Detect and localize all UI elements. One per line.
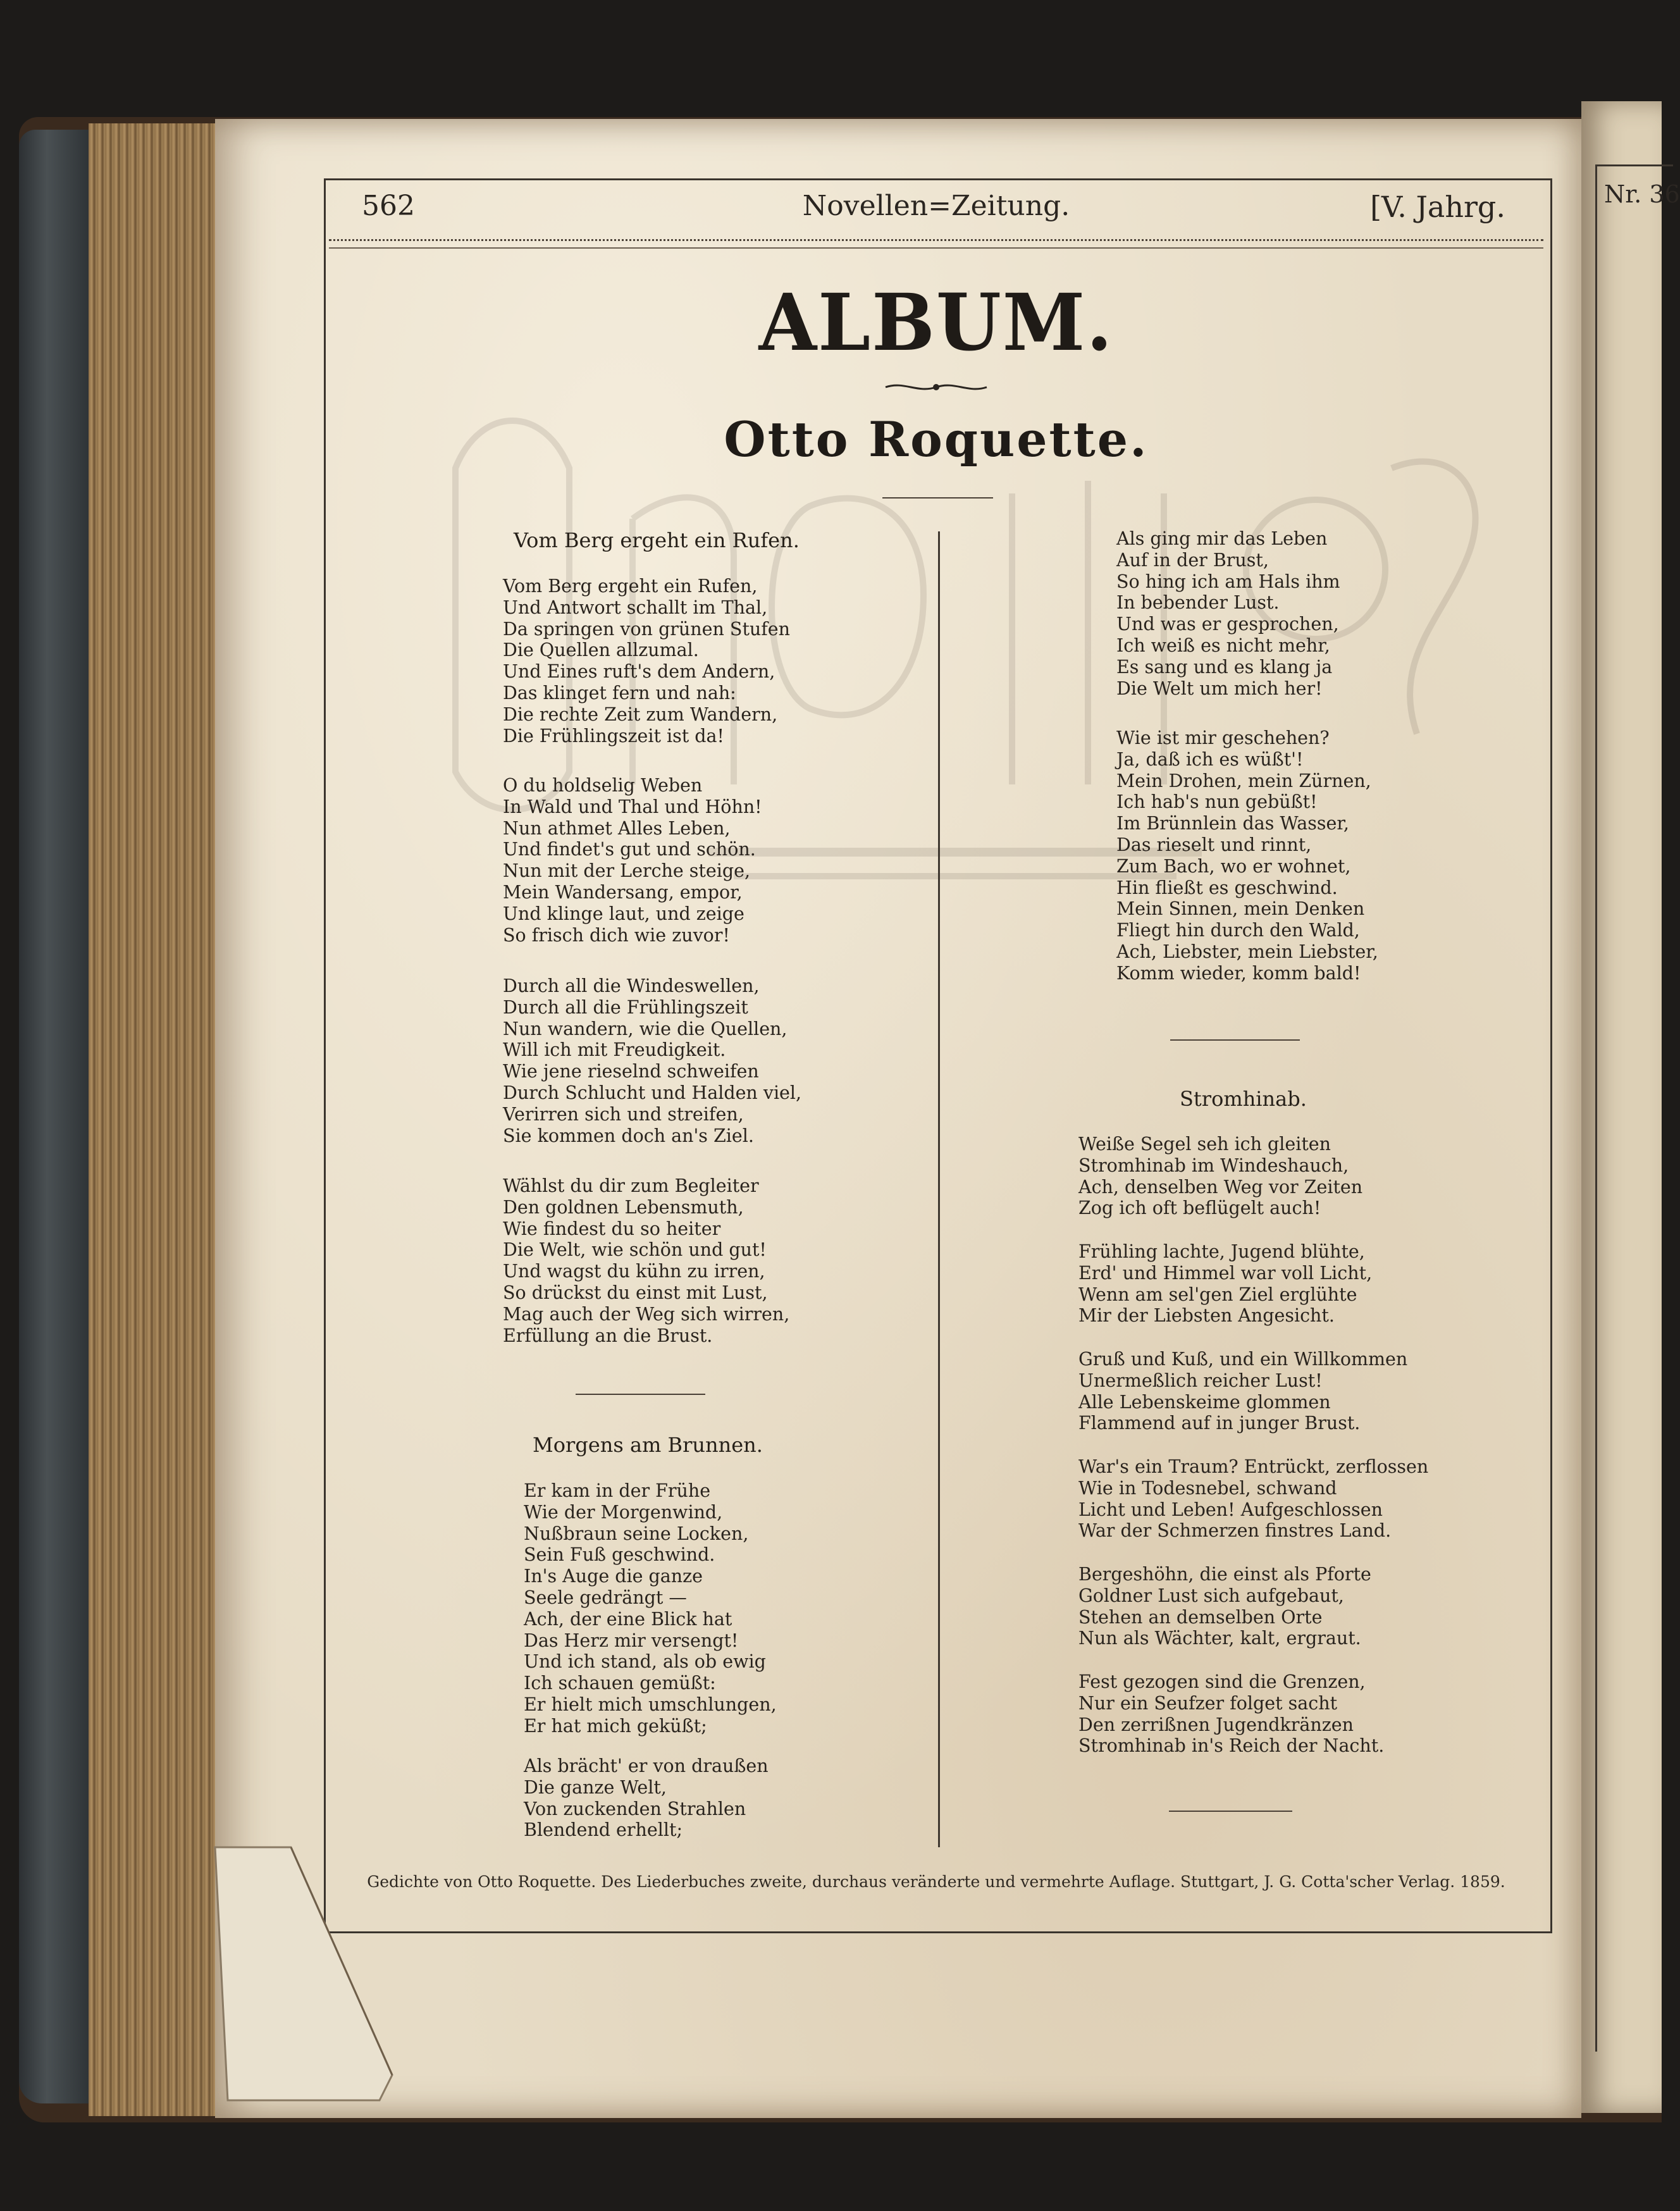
verse-line: Das Herz mir versengt! (524, 1630, 739, 1651)
running-header (329, 190, 1543, 234)
book-spine (19, 130, 89, 2103)
stanza (503, 576, 790, 746)
verse-line: Durch all die Windeswellen, (503, 975, 760, 996)
verse-line: Unermeßlich reicher Lust! (1078, 1370, 1323, 1391)
verse-line: Die Welt um mich her! (1116, 678, 1323, 699)
verse-line: Stromhinab im Windeshauch, (1078, 1155, 1349, 1176)
verse-line: Bergeshöhn, die einst als Pforte (1078, 1564, 1371, 1585)
poem-title-morgens: Morgens am Brunnen. (533, 1433, 763, 1457)
verse-line: Und Antwort schallt im Thal, (503, 597, 768, 618)
facing-page-frame (1595, 164, 1673, 2052)
column-divider (938, 531, 940, 1847)
stanza (1078, 1134, 1362, 1219)
verse-line: Ich hab's nun gebüßt! (1116, 791, 1318, 813)
verse-line: Sein Fuß geschwind. (524, 1544, 715, 1566)
verse-line: Die Welt, wie schön und gut! (503, 1239, 767, 1261)
verse-line: War's ein Traum? Entrückt, zerflossen (1078, 1456, 1429, 1477)
verse-line: In Wald und Thal und Höhn! (503, 796, 762, 817)
verse-line: Es sang und es klang ja (1116, 656, 1333, 678)
verse-line: Ach, denselben Weg vor Zeiten (1078, 1176, 1363, 1198)
verse-line: Als brächt' er von draußen (524, 1756, 769, 1776)
verse-line: Erfüllung an die Brust. (503, 1325, 713, 1346)
album-title: ALBUM. (758, 276, 1114, 369)
verse-line: Ich schauen gemüßt: (524, 1673, 716, 1694)
verse-line: Als ging mir das Leben (1116, 528, 1328, 549)
verse-line: Hin fließt es geschwind. (1116, 877, 1338, 898)
verse-line: Und klinge laut, und zeige (503, 903, 744, 924)
verse-line: Wie jene rieselnd schweifen (503, 1061, 759, 1082)
verse-line: Mag auch der Weg sich wirren, (503, 1303, 790, 1325)
verse-line: Stromhinab in's Reich der Nacht. (1078, 1735, 1385, 1757)
stanza (503, 775, 762, 946)
poem-separator (1170, 1039, 1300, 1041)
verse-line: Nun wandern, wie die Quellen, (503, 1018, 788, 1039)
verse-line: Flammend auf in junger Brust. (1078, 1413, 1361, 1434)
verse-line: War der Schmerzen finstres Land. (1078, 1520, 1392, 1542)
verse-line: So frisch dich wie zuvor! (503, 924, 730, 946)
verse-line: Und findet's gut und schön. (503, 839, 756, 860)
verse-line: Auf in der Brust, (1116, 549, 1269, 571)
verse-line: Stehen an demselben Orte (1078, 1606, 1323, 1628)
stanza (1116, 528, 1340, 699)
verse-line: Die Quellen allzumal. (503, 640, 699, 661)
verse-line: Alle Lebenskeime glommen (1078, 1391, 1331, 1413)
verse-line: Da springen von grünen Stufen (503, 618, 791, 640)
verse-line: Und ich stand, als ob ewig (524, 1651, 766, 1673)
stanza (524, 1480, 777, 1737)
verse-line: Das klinget fern und nah: (503, 682, 736, 703)
verse-line: Nun athmet Alles Leben, (503, 817, 731, 839)
verse-line: Und wagst du kühn zu irren, (503, 1261, 765, 1282)
verse-line: Wie ist mir geschehen? (1116, 728, 1330, 748)
page-edges (89, 123, 234, 2116)
verse-line: Gruß und Kuß, und ein Willkommen (1078, 1349, 1408, 1370)
poem-title-stromhinab: Stromhinab. (1180, 1087, 1307, 1111)
verse-line: Ach, der eine Blick hat (524, 1608, 732, 1630)
verse-line: Fliegt hin durch den Wald, (1116, 920, 1360, 941)
verse-line: Zog ich oft beflügelt auch! (1078, 1198, 1321, 1219)
verse-line: In bebender Lust. (1116, 592, 1280, 614)
verse-line: Nun als Wächter, kalt, ergraut. (1078, 1628, 1361, 1649)
verse-line: In's Auge die ganze (524, 1566, 703, 1587)
verse-line: O du holdselig Weben (503, 775, 703, 796)
verse-line: Und Eines ruft's dem Andern, (503, 661, 775, 683)
stanza (1078, 1671, 1384, 1757)
stanza (1078, 1349, 1407, 1434)
page-number: 562 (362, 190, 415, 222)
poem-title-vom-berg: Vom Berg ergeht ein Rufen. (514, 528, 800, 552)
verse-line: Die ganze Welt, (524, 1776, 667, 1798)
flourish-ornament (886, 377, 987, 396)
verse-line: Licht und Leben! Aufgeschlossen (1078, 1499, 1383, 1520)
verse-line: Erd' und Himmel war voll Licht, (1078, 1262, 1373, 1284)
verse-line: Wenn am sel'gen Ziel erglühte (1078, 1284, 1357, 1305)
verse-line: Ja, daß ich es wüßt'! (1116, 748, 1304, 770)
verse-line: Den goldnen Lebensmuth, (503, 1196, 744, 1218)
verse-line: Zum Bach, wo er wohnet, (1116, 855, 1351, 877)
verse-line: Wählst du dir zum Begleiter (503, 1175, 759, 1196)
verse-line: Seele gedrängt — (524, 1587, 687, 1608)
footnote-source: Gedichte von Otto Roquette. Des Liederbuches zweite, durchaus veränderte und vermehrte Auflage. Stuttgart, J. G. Cotta'scher Verlag. 1859. (367, 1873, 1505, 1891)
stanza (1078, 1241, 1372, 1327)
verse-line: Wie in Todesnebel, schwand (1078, 1477, 1337, 1499)
poem-separator (576, 1394, 705, 1395)
facing-page-number: Nr. 36 (1604, 180, 1680, 208)
verse-line: Vom Berg ergeht ein Rufen, (503, 576, 758, 597)
verse-line: Die Frühlingszeit ist da! (503, 725, 724, 746)
verse-line: Durch Schlucht und Halden viel, (503, 1082, 802, 1103)
stanza (1078, 1564, 1371, 1649)
verse-line: Wie der Morgenwind, (524, 1501, 723, 1523)
verse-line: Nur ein Seufzer folget sacht (1078, 1692, 1338, 1714)
running-title: Novellen=Zeitung. (802, 190, 1070, 222)
facing-page-edge (1581, 101, 1680, 2113)
verse-line: Verirren sich und streifen, (503, 1103, 744, 1125)
verse-line: Er kam in der Frühe (524, 1480, 711, 1501)
verse-line: Blendend erhellt; (524, 1819, 683, 1841)
volume-label: [V. Jahrg. (1370, 190, 1505, 224)
author-name: Otto Roquette. (724, 411, 1149, 468)
verse-line: Wie findest du so heiter (503, 1218, 721, 1239)
verse-line: Im Brünnlein das Wasser, (1116, 813, 1349, 834)
verse-line: Frühling lachte, Jugend blühte, (1078, 1241, 1365, 1262)
stanza (1116, 728, 1378, 984)
stanza (524, 1756, 769, 1841)
verse-line: Mir der Liebsten Angesicht. (1078, 1305, 1335, 1327)
verse-line: Von zuckenden Strahlen (524, 1798, 746, 1819)
verse-line: Nun mit der Lerche steige, (503, 860, 751, 882)
verse-line: Er hat mich geküßt; (524, 1715, 707, 1737)
verse-line: Mein Drohen, mein Zürnen, (1116, 770, 1371, 791)
stanza (503, 975, 801, 1146)
verse-line: Mein Wandersang, empor, (503, 881, 743, 903)
verse-line: Will ich mit Freudigkeit. (503, 1039, 726, 1061)
verse-line: Mein Sinnen, mein Denken (1116, 898, 1365, 920)
header-rule (329, 239, 1543, 249)
verse-line: Das rieselt und rinnt, (1116, 834, 1312, 855)
verse-line: Sie kommen doch an's Ziel. (503, 1125, 754, 1146)
verse-line: Und was er gesprochen, (1116, 614, 1339, 635)
verse-line: Weiße Segel seh ich gleiten (1078, 1134, 1331, 1155)
stanza (503, 1175, 789, 1346)
poem-separator (1169, 1811, 1292, 1812)
verse-line: Durch all die Frühlingszeit (503, 996, 748, 1018)
verse-line: So drückst du einst mit Lust, (503, 1282, 768, 1303)
verse-line: Goldner Lust sich aufgebaut, (1078, 1585, 1344, 1606)
folded-page-corner (202, 1847, 405, 2100)
verse-line: Komm wieder, komm bald! (1116, 962, 1361, 984)
title-rule (882, 497, 993, 499)
verse-line: Fest gezogen sind die Grenzen, (1078, 1671, 1366, 1692)
stanza (1078, 1456, 1428, 1542)
verse-line: Den zerrißnen Jugendkränzen (1078, 1714, 1354, 1735)
verse-line: Nußbraun seine Locken, (524, 1523, 749, 1544)
verse-line: Ach, Liebster, mein Liebster, (1116, 941, 1378, 962)
verse-line: Die rechte Zeit zum Wandern, (503, 703, 778, 725)
verse-line: So hing ich am Hals ihm (1116, 571, 1340, 592)
verse-line: Er hielt mich umschlungen, (524, 1694, 777, 1715)
verse-line: Ich weiß es nicht mehr, (1116, 635, 1330, 656)
